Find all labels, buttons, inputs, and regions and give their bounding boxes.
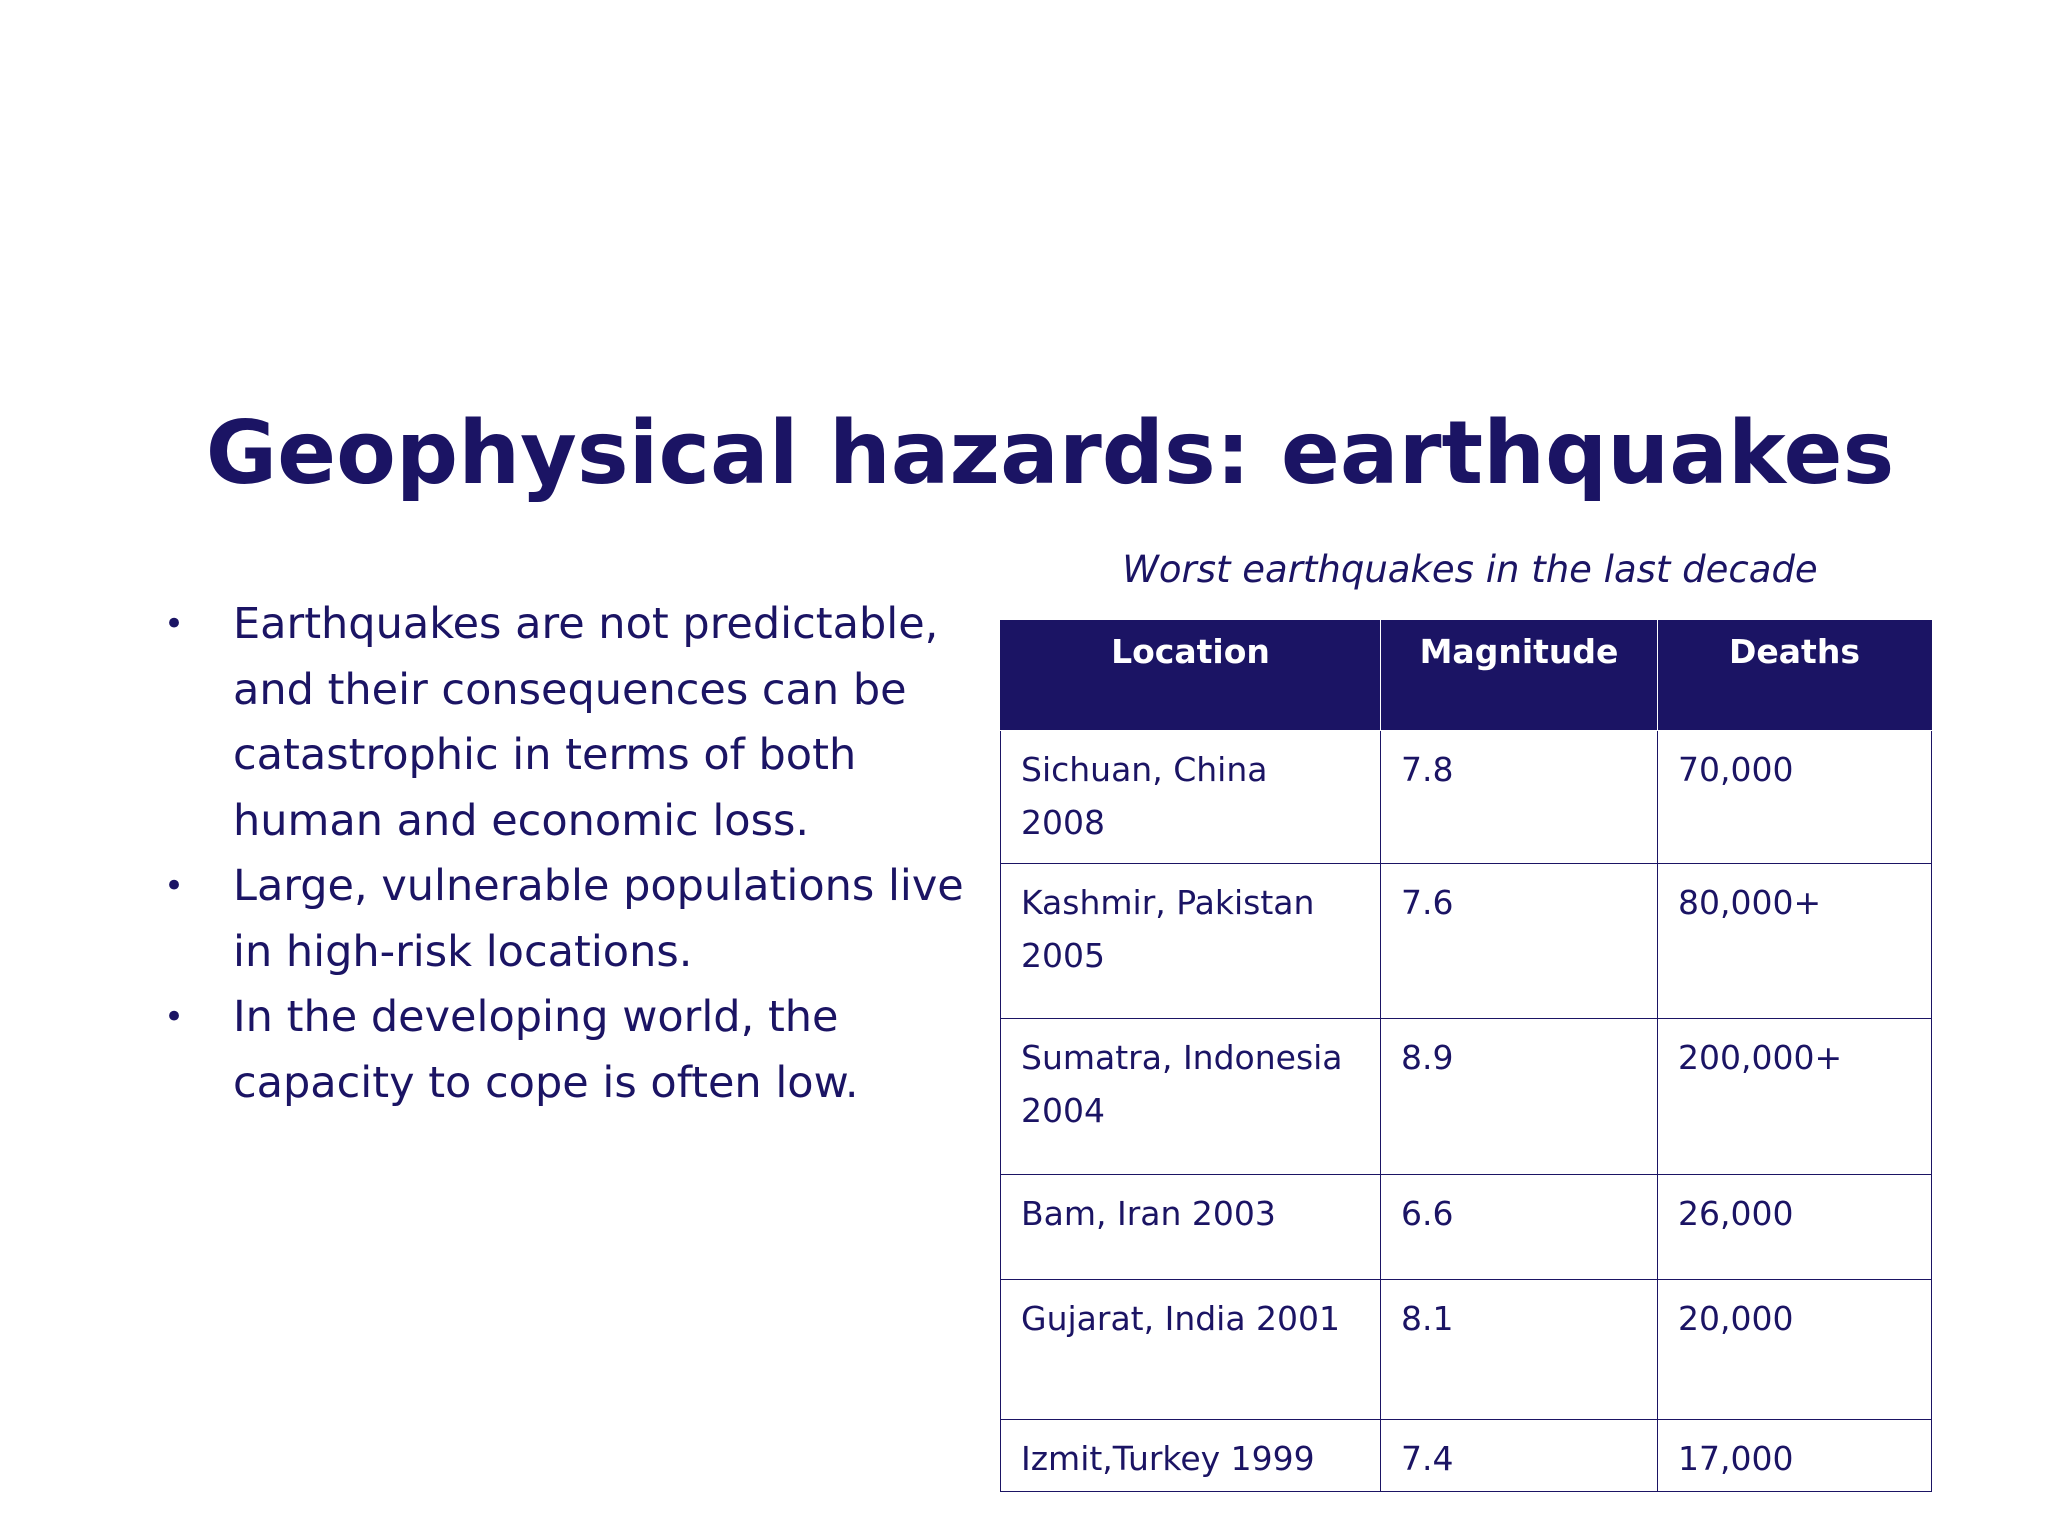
column-header-location: Location bbox=[1001, 621, 1381, 731]
bullet-text: Earthquakes are not predictable, and their consequences can be catastrophic in terms of both human and economic loss. bbox=[233, 599, 939, 846]
magnitude-cell: 6.6 bbox=[1381, 1175, 1658, 1280]
deaths-cell: 70,000 bbox=[1658, 731, 1932, 864]
magnitude-cell: 7.4 bbox=[1381, 1420, 1658, 1492]
bullet-item bbox=[160, 854, 990, 985]
deaths-cell: 26,000 bbox=[1658, 1175, 1932, 1280]
location-cell: Kashmir, Pakistan 2005 bbox=[1001, 864, 1381, 1019]
location-cell: Bam, Iran 2003 bbox=[1001, 1175, 1381, 1280]
table-caption: Worst earthquakes in the last decade bbox=[1122, 548, 1818, 591]
bullet-dot-icon: • bbox=[164, 604, 185, 644]
table-row bbox=[1001, 1175, 1932, 1280]
magnitude-cell: 8.1 bbox=[1381, 1280, 1658, 1420]
bullet-item bbox=[160, 985, 990, 1116]
location-cell: Izmit,Turkey 1999 bbox=[1001, 1420, 1381, 1492]
magnitude-cell: 8.9 bbox=[1381, 1019, 1658, 1175]
table-row bbox=[1001, 1019, 1932, 1175]
table-row bbox=[1001, 731, 1932, 864]
bullet-dot-icon: • bbox=[164, 866, 185, 906]
location-cell: Sumatra, Indonesia 2004 bbox=[1001, 1019, 1381, 1175]
deaths-cell: 20,000 bbox=[1658, 1280, 1932, 1420]
slide-title: Geophysical hazards: earthquakes bbox=[205, 402, 1895, 504]
bullet-item bbox=[160, 592, 990, 854]
table-header-row bbox=[1001, 621, 1932, 731]
column-header-magnitude: Magnitude bbox=[1381, 621, 1658, 731]
magnitude-cell: 7.6 bbox=[1381, 864, 1658, 1019]
deaths-cell: 17,000 bbox=[1658, 1420, 1932, 1492]
bullet-list bbox=[160, 592, 990, 1116]
column-header-deaths: Deaths bbox=[1658, 621, 1932, 731]
bullet-dot-icon: • bbox=[164, 997, 185, 1037]
bullet-text: Large, vulnerable populations live in high-risk locations. bbox=[233, 861, 964, 977]
deaths-cell: 80,000+ bbox=[1658, 864, 1932, 1019]
table-row bbox=[1001, 1280, 1932, 1420]
earthquakes-table bbox=[1000, 620, 1932, 1492]
table-row bbox=[1001, 1420, 1932, 1492]
location-cell: Gujarat, India 2001 bbox=[1001, 1280, 1381, 1420]
bullet-text: In the developing world, the capacity to cope is often low. bbox=[233, 992, 859, 1108]
table-row bbox=[1001, 864, 1932, 1019]
location-cell: Sichuan, China 2008 bbox=[1001, 731, 1381, 864]
magnitude-cell: 7.8 bbox=[1381, 731, 1658, 864]
deaths-cell: 200,000+ bbox=[1658, 1019, 1932, 1175]
